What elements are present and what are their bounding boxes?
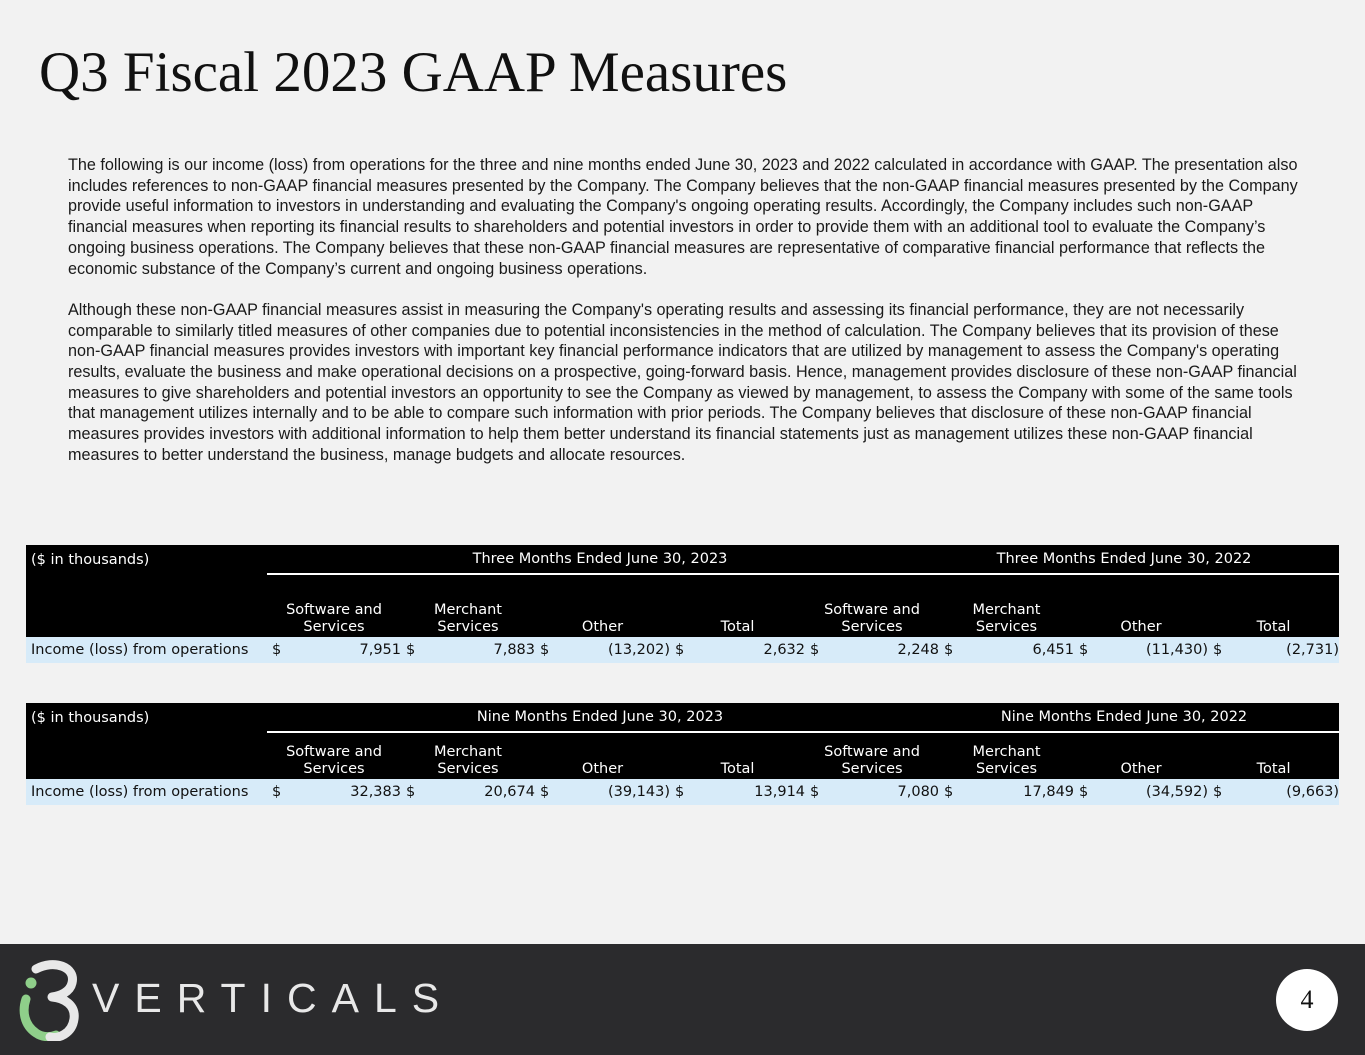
row-label: Income (loss) from operations [26,779,267,805]
units-label: ($ in thousands) [26,545,267,574]
value-cell: $ (9,663) [1208,779,1339,805]
value-cell: $ (11,430) [1074,637,1208,663]
column-merchant-services: Merchant Services [401,574,535,637]
value-cell: $ 13,914 [670,779,805,805]
period-header-2022: Three Months Ended June 30, 2022 [939,545,1339,574]
column-merchant-services: Merchant Services [939,574,1074,637]
value-cell: $ 20,674 [401,779,535,805]
column-merchant-services: Merchant Services [939,732,1074,779]
value-cell: $ 7,951 [267,637,401,663]
value-cell: $ (39,143) [535,779,670,805]
value-cell: $ 6,451 [939,637,1074,663]
column-other: Other [1074,574,1208,637]
value-cell: $ 7,080 [805,779,939,805]
column-total: Total [670,732,805,779]
table-row [26,637,1339,663]
page-title: Q3 Fiscal 2023 GAAP Measures [39,41,788,104]
units-label: ($ in thousands) [26,703,267,732]
value-cell: $ 2,632 [670,637,805,663]
column-merchant-services: Merchant Services [401,732,535,779]
period-header-2023: Nine Months Ended June 30, 2023 [401,703,805,732]
period-header-2022: Nine Months Ended June 30, 2022 [939,703,1339,732]
column-total: Total [670,574,805,637]
column-software-services: Software and Services [267,732,401,779]
table-row [26,779,1339,805]
column-total: Total [1208,732,1339,779]
brand-wordmark: VERTICALS [92,975,455,1021]
intro-paragraph-2: Although these non-GAAP financial measures assist in measuring the Company's operating results and assessing its financial performance, they are not necessarily comparable to similarly titled measures of other companies due to potential inconsistencies in the method of calculation. The Company believes that its provision of these non-GAAP financial measures provides investors with important key financial performance indicators that are utilized by management to assess the Company's operating results, evaluate the business and make operational decisions on a prospective, going-forward basis. Hence, management provides disclosure of these non-GAAP financial measures to give shareholders and potential investors an opportunity to see the Company as viewed by management, to assess the Company with some of the same tools that management utilizes internally and to be able to compare such information with prior periods. The Company believes that disclosure of these non-GAAP financial measures provides investors with additional information to help them better understand its financial statements just as management utilizes these non-GAAP financial measures to better understand the business, manage budgets and allocate resources. [68,300,1297,464]
intro-text [68,155,1308,486]
value-cell: $ (13,202) [535,637,670,663]
column-other: Other [1074,732,1208,779]
value-cell: $ 7,883 [401,637,535,663]
i3-logo-icon [14,959,84,1041]
column-total: Total [1208,574,1339,637]
value-cell: $ (2,731) [1208,637,1339,663]
intro-paragraph-1: The following is our income (loss) from operations for the three and nine months ended June 30, 2023 and 2022 calculated in accordance with GAAP. The presentation also includes references to non-GAAP financial measures presented by the Company. The Company believes that the non-GAAP financial measures presented by the Company provide useful information to investors in understanding and evaluating the Company's ongoing operating results. Accordingly, the Company includes such non-GAAP financial measures when reporting its financial results to shareholders and potential investors in order to provide them with an additional tool to evaluate the Company’s ongoing business operations. The Company believes that these non-GAAP financial measures are representative of comparative financial performance that reflects the economic substance of the Company’s current and ongoing business operations. [68,156,1298,278]
column-other: Other [535,732,670,779]
period-header-2023: Three Months Ended June 30, 2023 [401,545,805,574]
column-other: Other [535,574,670,637]
row-label: Income (loss) from operations [26,637,267,663]
value-cell: $ 32,383 [267,779,401,805]
nine-months-table [26,703,1339,805]
column-software-services: Software and Services [805,574,939,637]
value-cell: $ (34,592) [1074,779,1208,805]
three-months-table [26,545,1339,663]
footer-bar [0,944,1365,1055]
column-software-services: Software and Services [267,574,401,637]
value-cell: $ 17,849 [939,779,1074,805]
page-number: 4 [1276,969,1338,1031]
column-software-services: Software and Services [805,732,939,779]
value-cell: $ 2,248 [805,637,939,663]
